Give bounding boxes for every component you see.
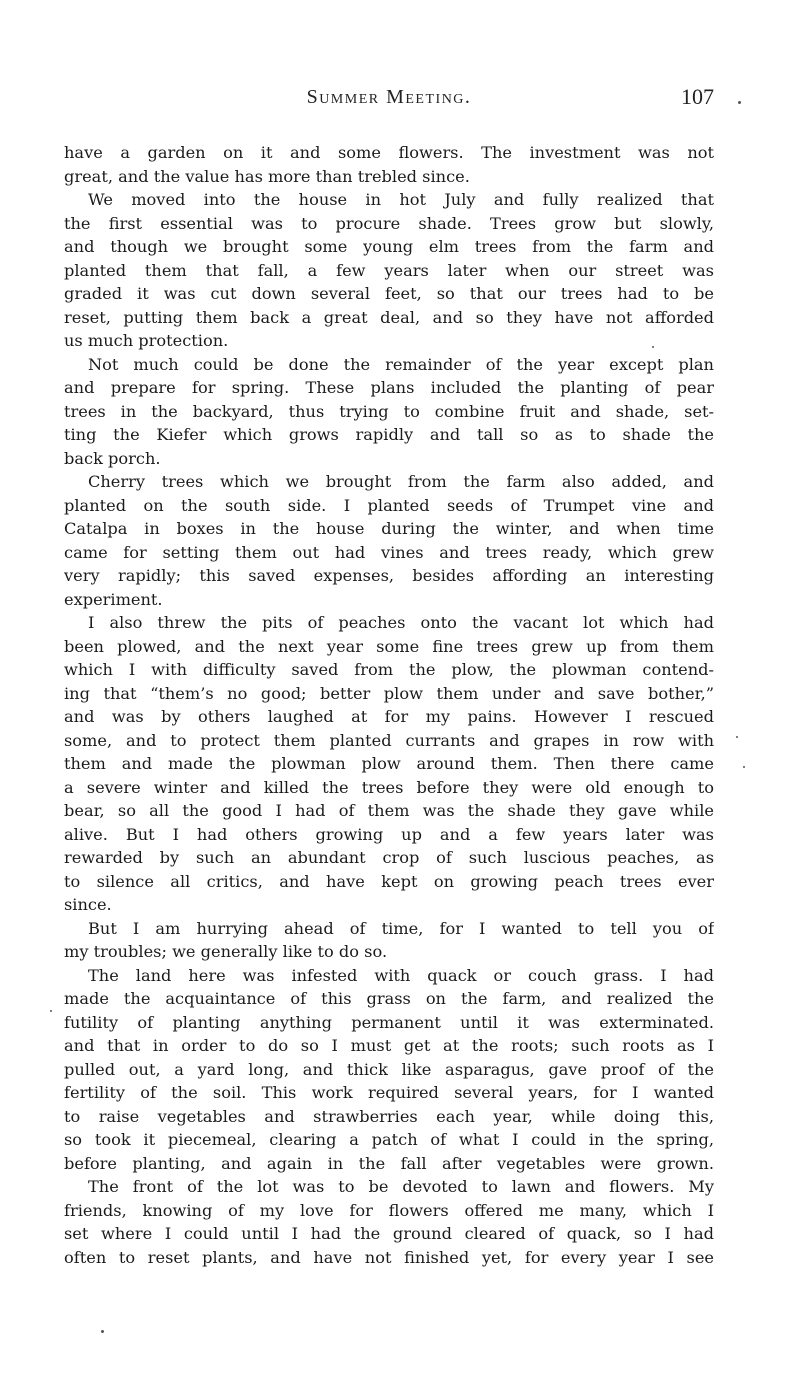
- text-line: which I with difficulty saved from the plow, the plowman contend-: [64, 660, 714, 679]
- print-speck: [50, 1010, 52, 1012]
- text-line: and though we brought some young elm trees from the farm and: [64, 237, 714, 256]
- text-line: Catalpa in boxes in the house during the winter, and when time: [64, 519, 714, 538]
- text-line: some, and to protect them planted currants and grapes in row with: [64, 730, 714, 750]
- print-speck: [652, 346, 654, 348]
- text-line: have a garden on it and some flowers. The investment was not: [64, 143, 714, 162]
- text-line: great, and the value has more than trebled since.: [64, 166, 470, 186]
- text-line: to silence all critics, and have kept on growing peach trees ever: [64, 871, 714, 891]
- text-line: friends, knowing of my love for flowers offered me many, which I: [64, 1200, 714, 1220]
- text-line: graded it was cut down several feet, so that our trees had to be: [64, 284, 714, 303]
- text-line: reset, putting them back a great deal, and so they have not afforded: [64, 307, 714, 327]
- text-line: futility of planting anything permanent until it was exterminated.: [64, 1012, 714, 1032]
- text-line: and prepare for spring. These plans included the planting of pear: [64, 378, 714, 397]
- paragraph: [64, 188, 714, 353]
- text-line: fertility of the soil. This work required several years, for I wanted: [64, 1083, 714, 1102]
- text-line: came for setting them out had vines and trees ready, which grew: [64, 542, 714, 562]
- text-line: I also threw the pits of peaches onto the vacant lot which had: [88, 613, 714, 632]
- text-line: often to reset plants, and have not finished yet, for every year I see: [64, 1247, 714, 1267]
- print-speck: [743, 766, 745, 768]
- text-line: made the acquaintance of this grass on the farm, and realized the: [64, 989, 714, 1008]
- print-speck: [738, 101, 741, 104]
- running-title: Summer Meeting.: [306, 86, 472, 108]
- text-line: Not much could be done the remainder of the year except plan: [88, 354, 714, 374]
- text-line: We moved into the house in hot July and fully realized that: [88, 190, 714, 209]
- text-line: and was by others laughed at for my pains. However I rescued: [64, 707, 714, 726]
- paragraph: [64, 611, 714, 917]
- paragraph: [64, 964, 714, 1176]
- text-line: But I am hurrying ahead of time, for I wanted to tell you of: [88, 918, 714, 938]
- text-line: to raise vegetables and strawberries each year, while doing this,: [64, 1106, 714, 1126]
- paragraph: [64, 141, 714, 188]
- text-line: the first essential was to procure shade. Trees grow but slowly,: [64, 213, 714, 233]
- text-line: planted them that fall, a few years later when our street was: [64, 260, 714, 280]
- text-line: alive. But I had others growing up and a few years later was: [64, 824, 714, 844]
- text-line: set where I could until I had the ground cleared of quack, so I had: [64, 1224, 714, 1243]
- text-line: Cherry trees which we brought from the farm also added, and: [88, 472, 714, 491]
- text-line: back porch.: [64, 448, 161, 468]
- text-line: The front of the lot was to be devoted to lawn and flowers. My: [88, 1177, 714, 1196]
- page-number: 107: [681, 84, 714, 109]
- text-line: very rapidly; this saved expenses, besides affording an interesting: [64, 566, 714, 585]
- text-line: ing that “them’s no good; better plow them under and save bother,”: [64, 683, 714, 703]
- text-line: pulled out, a yard long, and thick like asparagus, gave proof of the: [64, 1059, 714, 1079]
- text-line: a severe winter and killed the trees before they were old enough to: [64, 777, 714, 797]
- page-header: [64, 86, 714, 116]
- text-line: The land here was infested with quack or couch grass. I had: [88, 965, 714, 985]
- text-line: bear, so all the good I had of them was the shade they gave while: [64, 801, 714, 820]
- text-line: since.: [64, 895, 112, 914]
- text-line: before planting, and again in the fall after vegetables were grown.: [64, 1153, 714, 1173]
- text-line: my troubles; we generally like to do so.: [64, 942, 388, 961]
- text-line: us much protection.: [64, 331, 229, 350]
- text-line: trees in the backyard, thus trying to combine fruit and shade, set-: [64, 401, 714, 421]
- text-line: them and made the plowman plow around them. Then there came: [64, 754, 714, 773]
- text-line: been plowed, and the next year some fine trees grew up from them: [64, 636, 714, 656]
- paragraph: [64, 917, 714, 964]
- text-line: planted on the south side. I planted seeds of Trumpet vine and: [64, 495, 714, 515]
- text-line: so took it piecemeal, clearing a patch of what I could in the spring,: [64, 1130, 714, 1149]
- paragraph: [64, 1175, 714, 1269]
- print-speck: [736, 736, 738, 738]
- text-line: experiment.: [64, 589, 163, 609]
- paragraph: [64, 353, 714, 471]
- text-line: ting the Kiefer which grows rapidly and tall so as to shade the: [64, 425, 714, 444]
- print-speck: [101, 1330, 104, 1333]
- paragraph: [64, 470, 714, 611]
- body-text: [64, 141, 714, 1269]
- text-line: and that in order to do so I must get at the roots; such roots as I: [64, 1036, 714, 1055]
- text-line: rewarded by such an abundant crop of such luscious peaches, as: [64, 848, 714, 867]
